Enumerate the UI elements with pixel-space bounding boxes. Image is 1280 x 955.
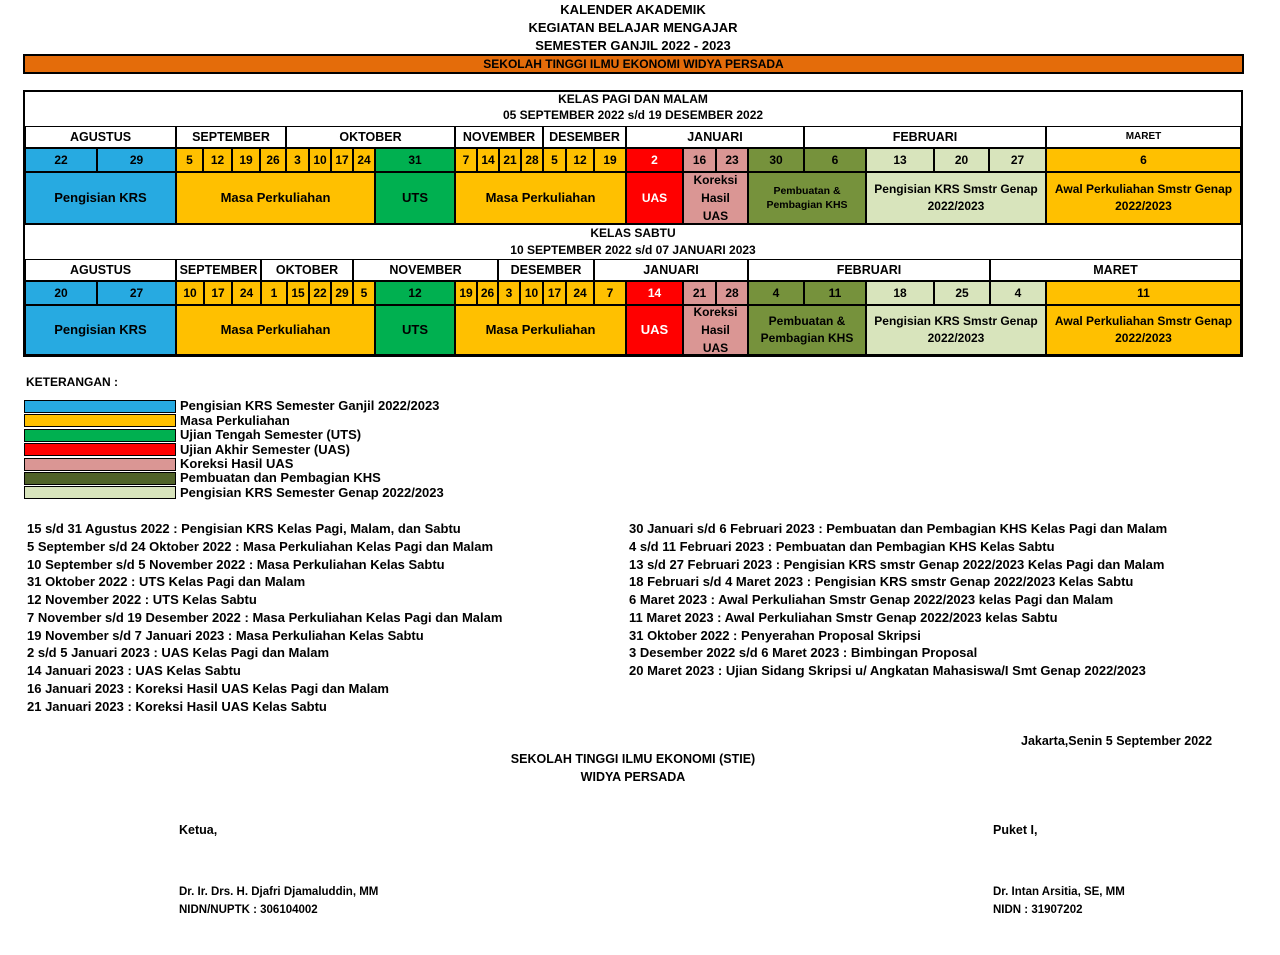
sabtu-activity-kuliah-2: Masa Perkuliahan [455, 305, 626, 355]
pagi-date: 20 [934, 148, 989, 172]
pagi-activity-uas: UAS [626, 172, 683, 224]
sabtu-activity-krs-genap: Pengisian KRS Smstr Genap 2022/2023 [866, 305, 1046, 355]
pagi-date: 6 [804, 148, 866, 172]
sabtu-subtitle: 10 SEPTEMBER 2022 s/d 07 JANUARI 2023 [510, 243, 756, 257]
legend-title: KETERANGAN : [26, 375, 118, 389]
pagi-date: 22 [25, 148, 97, 172]
pagi-date: 5 [176, 148, 203, 172]
sabtu-month-oktober: OKTOBER [261, 259, 353, 281]
pagi-date: 7 [455, 148, 477, 172]
sabtu-month-desember: DESEMBER [498, 259, 594, 281]
sabtu-date: 5 [353, 281, 375, 305]
pagi-subtitle: 05 SEPTEMBER 2022 s/d 19 DESEMBER 2022 [502, 108, 764, 122]
pagi-activity-kuliah: Masa Perkuliahan [176, 172, 375, 224]
pagi-date: 19 [232, 148, 260, 172]
legend-label: Masa Perkuliahan [180, 413, 290, 428]
pagi-date: 13 [866, 148, 934, 172]
signer-left-role: Ketua, [179, 823, 218, 837]
legend-swatch [24, 443, 176, 456]
note-right: 3 Desember 2022 s/d 6 Maret 2023 : Bimbingan Proposal [629, 645, 978, 660]
sabtu-month-november: NOVEMBER [353, 259, 498, 281]
note-right: 30 Januari s/d 6 Februari 2023 : Pembuatan dan Pembagian KHS Kelas Pagi dan Malam [629, 521, 1168, 536]
sabtu-date: 7 [594, 281, 626, 305]
legend-label: Pengisian KRS Semester Genap 2022/2023 [180, 485, 444, 500]
pagi-date: 19 [594, 148, 626, 172]
note-left: 5 September s/d 24 Oktober 2022 : Masa Perkuliahan Kelas Pagi dan Malam [27, 539, 494, 554]
sabtu-header [25, 224, 1241, 259]
note-left: 16 Januari 2023 : Koreksi Hasil UAS Kelas Pagi dan Malam [27, 681, 389, 696]
sabtu-activity-awal-genap: Awal Perkuliahan Smstr Genap 2022/2023 [1046, 305, 1241, 355]
sabtu-date: 18 [866, 281, 934, 305]
sabtu-date: 12 [375, 281, 455, 305]
sabtu-date: 19 [455, 281, 477, 305]
sabtu-activity-krs: Pengisian KRS [25, 305, 176, 355]
sabtu-month-agustus: AGUSTUS [25, 259, 176, 281]
sabtu-date: 20 [25, 281, 97, 305]
legend-swatch [24, 472, 176, 485]
sabtu-date: 4 [990, 281, 1046, 305]
sabtu-title: KELAS SABTU [590, 226, 676, 240]
pagi-date: 21 [499, 148, 521, 172]
sabtu-date: 15 [287, 281, 309, 305]
legend-label: Pengisian KRS Semester Ganjil 2022/2023 [180, 398, 440, 413]
pagi-date: 12 [203, 148, 232, 172]
sabtu-month-januari: JANUARI [594, 259, 748, 281]
sabtu-activity-uas: UAS [626, 305, 683, 355]
note-left: 2 s/d 5 Januari 2023 : UAS Kelas Pagi dan Malam [27, 645, 330, 660]
legend-swatch [24, 486, 176, 499]
pagi-date: 28 [521, 148, 543, 172]
pagi-month-agustus: AGUSTUS [25, 126, 176, 148]
institution-name-1: SEKOLAH TINGGI ILMU EKONOMI (STIE) [510, 752, 756, 766]
legend-label: Koreksi Hasil UAS [180, 456, 294, 471]
sabtu-activity-uts: UTS [375, 305, 455, 355]
place-date: Jakarta,Senin 5 September 2022 [1021, 734, 1213, 748]
sabtu-date: 26 [477, 281, 498, 305]
title-line-3: SEMESTER GANJIL 2022 - 2023 [535, 38, 731, 53]
signer-left-name: Dr. Ir. Drs. H. Djafri Djamaluddin, MM [179, 886, 379, 898]
pagi-date: 10 [309, 148, 331, 172]
pagi-date: 31 [375, 148, 455, 172]
sabtu-date: 11 [804, 281, 866, 305]
sabtu-date: 29 [331, 281, 353, 305]
sabtu-date: 1 [261, 281, 287, 305]
legend-swatch [24, 458, 176, 471]
legend-label: Ujian Tengah Semester (UTS) [180, 427, 362, 442]
sabtu-date: 27 [97, 281, 176, 305]
sabtu-date: 25 [934, 281, 990, 305]
pagi-activity-khs: Pembuatan & Pembagian KHS [748, 172, 866, 224]
sabtu-activity-koreksi: Koreksi Hasil UAS [683, 305, 748, 355]
sabtu-date: 28 [716, 281, 748, 305]
pagi-month-september: SEPTEMBER [176, 126, 286, 148]
pagi-date: 23 [716, 148, 748, 172]
pagi-activity-krs-genap: Pengisian KRS Smstr Genap 2022/2023 [866, 172, 1046, 224]
sabtu-activity-khs: Pembuatan & Pembagian KHS [748, 305, 866, 355]
sabtu-date: 14 [626, 281, 683, 305]
note-right: 4 s/d 11 Februari 2023 : Pembuatan dan Pembagian KHS Kelas Sabtu [629, 539, 1055, 554]
signer-right-role: Puket I, [993, 823, 1038, 837]
note-right: 11 Maret 2023 : Awal Perkuliahan Smstr Genap 2022/2023 kelas Sabtu [629, 610, 1058, 625]
sabtu-date: 24 [566, 281, 594, 305]
pagi-month-februari: FEBRUARI [804, 126, 1046, 148]
pagi-date: 2 [626, 148, 683, 172]
sabtu-activity-kuliah: Masa Perkuliahan [176, 305, 375, 355]
sabtu-month-februari: FEBRUARI [748, 259, 990, 281]
note-left: 21 Januari 2023 : Koreksi Hasil UAS Kelas Sabtu [27, 699, 327, 714]
legend-label: Ujian Akhir Semester (UAS) [180, 442, 351, 457]
note-right: 18 Februari s/d 4 Maret 2023 : Pengisian KRS smstr Genap 2022/2023 Kelas Sabtu [629, 574, 1134, 589]
pagi-activity-kuliah-2: Masa Perkuliahan [455, 172, 626, 224]
institution-name-2: WIDYA PERSADA [580, 770, 686, 784]
pagi-date: 16 [683, 148, 716, 172]
sabtu-date: 21 [683, 281, 716, 305]
note-left: 15 s/d 31 Agustus 2022 : Pengisian KRS Kelas Pagi, Malam, dan Sabtu [27, 521, 461, 536]
sabtu-date: 24 [232, 281, 261, 305]
pagi-header [25, 92, 1241, 125]
pagi-month-januari: JANUARI [626, 126, 804, 148]
pagi-date: 3 [286, 148, 309, 172]
note-right: 20 Maret 2023 : Ujian Sidang Skripsi u/ Angkatan Mahasiswa/I Smt Genap 2022/2023 [629, 663, 1146, 678]
pagi-month-desember: DESEMBER [543, 126, 626, 148]
sabtu-date: 17 [543, 281, 566, 305]
pagi-activity-uts: UTS [375, 172, 455, 224]
signer-left-id: NIDN/NUPTK : 306104002 [179, 904, 318, 916]
pagi-activity-awal-genap: Awal Perkuliahan Smstr Genap 2022/2023 [1046, 172, 1241, 224]
note-right: 13 s/d 27 Februari 2023 : Pengisian KRS smstr Genap 2022/2023 Kelas Pagi dan Malam [629, 557, 1165, 572]
sabtu-date: 4 [748, 281, 804, 305]
pagi-month-maret: MARET [1046, 126, 1241, 148]
pagi-date: 26 [260, 148, 286, 172]
pagi-date: 14 [477, 148, 499, 172]
legend-swatch [24, 429, 176, 442]
pagi-date: 12 [566, 148, 594, 172]
sabtu-date: 3 [498, 281, 520, 305]
note-left: 31 Oktober 2022 : UTS Kelas Pagi dan Malam [27, 574, 306, 589]
pagi-month-november: NOVEMBER [455, 126, 543, 148]
sabtu-date: 10 [520, 281, 543, 305]
sabtu-month-september: SEPTEMBER [176, 259, 261, 281]
pagi-month-oktober: OKTOBER [286, 126, 455, 148]
sabtu-date: 11 [1046, 281, 1241, 305]
sabtu-date: 10 [176, 281, 204, 305]
note-right: 31 Oktober 2022 : Penyerahan Proposal Skripsi [629, 628, 921, 643]
note-left: 10 September s/d 5 November 2022 : Masa Perkuliahan Kelas Sabtu [27, 557, 445, 572]
signer-right-name: Dr. Intan Arsitia, SE, MM [993, 886, 1125, 898]
note-left: 14 Januari 2023 : UAS Kelas Sabtu [27, 663, 241, 678]
legend-swatch [24, 414, 176, 427]
pagi-title: KELAS PAGI DAN MALAM [558, 92, 708, 106]
pagi-activity-krs: Pengisian KRS [25, 172, 176, 224]
sabtu-date: 17 [204, 281, 232, 305]
pagi-activity-koreksi: Koreksi Hasil UAS [683, 172, 748, 224]
note-left: 19 November s/d 7 Januari 2023 : Masa Perkuliahan Kelas Sabtu [27, 628, 424, 643]
pagi-date: 5 [543, 148, 566, 172]
legend-label: Pembuatan dan Pembagian KHS [180, 470, 381, 485]
sabtu-month-maret: MARET [990, 259, 1241, 281]
note-left: 7 November s/d 19 Desember 2022 : Masa Perkuliahan Kelas Pagi dan Malam [27, 610, 503, 625]
pagi-date: 24 [353, 148, 375, 172]
title-line-2: KEGIATAN BELAJAR MENGAJAR [528, 20, 738, 35]
pagi-date: 27 [989, 148, 1046, 172]
institution-banner: SEKOLAH TINGGI ILMU EKONOMI WIDYA PERSADA [23, 54, 1244, 74]
pagi-date: 17 [331, 148, 353, 172]
legend-swatch [24, 400, 176, 413]
pagi-date: 30 [748, 148, 804, 172]
sabtu-date: 22 [309, 281, 331, 305]
signer-right-id: NIDN : 31907202 [993, 904, 1083, 916]
note-left: 12 November 2022 : UTS Kelas Sabtu [27, 592, 257, 607]
note-right: 6 Maret 2023 : Awal Perkuliahan Smstr Genap 2022/2023 kelas Pagi dan Malam [629, 592, 1114, 607]
pagi-date: 29 [97, 148, 176, 172]
pagi-date: 6 [1046, 148, 1241, 172]
title-line-1: KALENDER AKADEMIK [560, 2, 706, 17]
